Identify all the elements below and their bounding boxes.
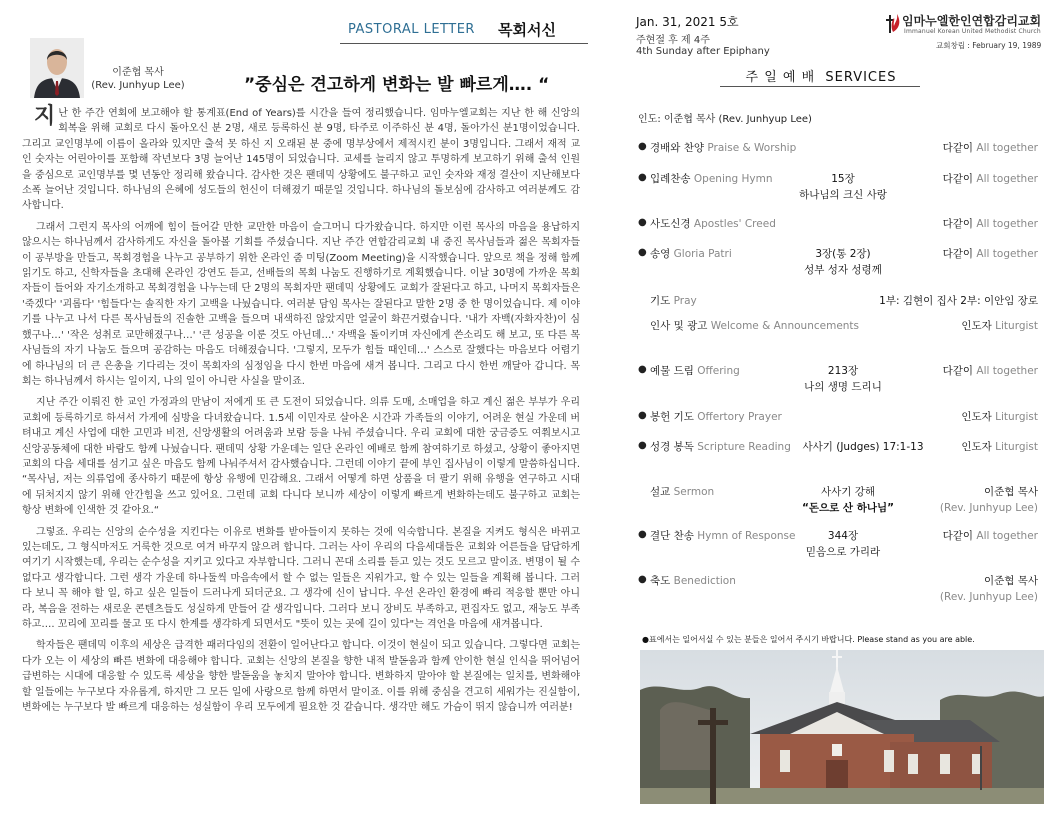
item-label-ko: 축도 xyxy=(650,575,671,587)
item-participant-en: All together xyxy=(976,365,1038,377)
item-label-ko: 사도신경 xyxy=(650,218,691,230)
item-participant: 다같이 xyxy=(942,218,974,230)
item-label-ko: 성경 봉독 xyxy=(650,441,694,453)
stand-notice: ●표에서는 일어서실 수 있는 분들은 일어서 주시기 바랍니다. Please stand as you are able. xyxy=(642,635,975,644)
stand-marker: ● xyxy=(638,529,647,540)
pastor-name: 이준협 목사 xyxy=(112,67,164,78)
item-participant-en: Liturgist xyxy=(995,441,1038,453)
item-detail: 344장 xyxy=(827,530,859,542)
item-detail: 사사기 (Judges) 17:1-13 xyxy=(802,441,924,453)
bulletin-page xyxy=(630,0,1056,816)
service-item-opening-hymn xyxy=(638,171,1038,201)
services-divider xyxy=(720,86,920,87)
item-participant-en: (Rev. Junhyup Lee) xyxy=(939,502,1038,514)
stand-marker: ● xyxy=(638,141,647,152)
stand-marker: ● xyxy=(638,574,647,585)
item-participant: 다같이 xyxy=(942,530,974,542)
item-participant: 다같이 xyxy=(942,365,974,377)
item-label-en: Pray xyxy=(673,295,697,307)
service-item-offering xyxy=(638,363,1038,393)
service-leader: 인도: 이준협 목사 (Rev. Junhyup Lee) xyxy=(638,114,812,125)
stand-marker: ● xyxy=(638,364,647,375)
item-label-en: Hymn of Response xyxy=(697,530,796,542)
item-participant-en: All together xyxy=(976,530,1038,542)
stand-marker: ● xyxy=(638,172,647,183)
item-participant: 1부: 김현이 집사 2부: 이안임 장로 xyxy=(879,295,1038,307)
item-detail: 15장 xyxy=(831,173,855,185)
item-detail: 213장 xyxy=(827,365,859,377)
item-detail-sub: 나의 생명 드리니 xyxy=(804,381,882,393)
pastor-name-en: (Rev. Junhyup Lee) xyxy=(91,80,185,91)
item-participant: 이준협 목사 xyxy=(983,575,1038,587)
item-label-en: Gloria Patri xyxy=(673,248,732,260)
services-title-en: SERVICES xyxy=(825,70,897,85)
church-building-photo xyxy=(640,650,1044,804)
item-participant-en: All together xyxy=(976,173,1038,185)
church-founded: 교회창립 : February 19, 1989 xyxy=(936,41,1042,50)
item-detail-sub: 하나님의 크신 사랑 xyxy=(799,189,887,201)
item-label-ko: 송영 xyxy=(650,248,671,260)
letter-paragraph: 지난 주간 이뤄진 한 교인 가정과의 만남이 저에게 또 큰 도전이 되었습니다. 의류 도매, 소매업을 하고 계신 젊은 부부가 우리 교회에 등록하기로 하셔서 가게에 심방을 다녀왔습니다. 1.5세 이민자로 살아온 시간과 가족들의 이야기, 어려운 현실 가운데 버텨내고 계신 사업에 대한 고민과 비전, 신앙생활의 어려움과 보람 등을 나눠 주셨습니다. 우리 교회에 대한 궁금증도 여쭤보시고 신앙공동체에 대한 바람도 함께 나눴습니다. 팬데믹 상황 가운데는 일단 온라인 예배로 함께 참여하기로 하셨고, 상황이 좋아지면 교회의 다음 세대를 섬기고 싶은 마음도 함께 나눠주셔서 감사했습니다. 그런데 이야기 끝에 부인 집사님이 이렇게 말씀하십니다. “목사님, 저는 의류업에 종사하기 때문에 항상 유행에 민감해요. 그래서 어떻게 하면 상품을 더 팔기 위해 유행을 연구하고 시대에 뒤처지지 않기 위해 안간힘을 쓰고 있어요. 그런데 교회 다니다 보니까 세상이 이렇게 빠르게 변화하는데도 불구하고 교회는 항상 변화에 인색한 것 같아요.“ xyxy=(22,397,580,517)
item-label-en: Welcome & Announcements xyxy=(710,320,860,332)
season-en: 4th Sunday after Epiphany xyxy=(636,46,770,57)
item-label-en: Sermon xyxy=(673,486,715,498)
pastor-name-block xyxy=(88,66,188,92)
service-item-gloria xyxy=(638,246,1038,276)
service-item-benediction xyxy=(638,573,1038,607)
item-participant: 인도자 xyxy=(961,441,992,453)
item-label-en: Scripture Reading xyxy=(697,441,791,453)
item-label-ko: 설교 xyxy=(650,486,671,498)
letter-paragraph: 그렇죠. 우리는 신앙의 순수성을 지킨다는 이유로 변화를 받아들이지 못하는 것에 익숙합니다. 본질을 지켜도 형식은 바뀌고 있는데도, 그 형식마저도 거룩한 것으로 여겨 바꾸지 않으려 합니다. 그러는 사이 우리의 다음세대들은 교회와 어른들을 답답하게 여기기 시작했는데, 우리는 순수성을 지키고 있다고 자부합니다. 그러니 꼰대 소리를 듣고 있는 것도 모르고 말이죠. 변명이 될 수 없다고 생각합니다. 그런 생각 가운데 하나둘씩 마음속에서 할 수 없는 일들은 지워가고, 할 수 있는 일들을 계획해 봅니다. 그러다 보니 꼭 해야 할 일, 하고 싶은 일들이 드러나게 되더군요. 그 생각에 신이 납니다. 우선 온라인 환경에 빠리 적응할 뿐만 아니라, 복음을 전하는 새로운 콘텐츠들도 성실하게 만들어 갈 생각입니다. 그러다 보니 장비도 부족하고, 편집자도 없고, 재능도 부족하고…. 꼬리에 꼬리를 물고 또 다시 한계를 생각하게 되면서도 "뜻이 있는 곳에 길이 있다"는 격언을 마음에 새겨봅니다. xyxy=(22,526,580,630)
item-label-en: Praise & Worship xyxy=(707,142,797,154)
letter-paragraph: 지난 한 주간 연회에 보고해야 할 통계표(End of Years)를 시간을 들여 정리했습니다. 임마누엘교회는 지난 한 해 신앙의 회복을 위해 교회로 다시 돌아오신 분 2명, 새로 등록하신 분 9명, 타주로 이주하신 분 4명, 돌아가신 분1명이었습니다. 그리고 교인명부에 이름이 올라와 있지만 출석 못 하신 지 오래된 분 중에 명부상에서 제적시킨 분이 3명입니다. 그래서 재적 교인 숫자는 어린아이를 포함해 작년보다 3명 늘어난 145명이 되었습니다. 교세를 늘리지 않고 투명하게 보고하기 위해 출석 인원을 중심으로 교인명부를 몇 년동안 정리해 왔습니다. 감사한 것은 팬데믹 상황에도 불구하고 교인 숫자와 재정 결산이 지난해보다 소폭 늘어난 것입니다. 하나님의 은혜에 성도들의 헌신이 더해졌기 때문일 것입니다. 하나님의 돌보심에 감사하고 여러분께도 감사합니다. xyxy=(22,104,580,212)
bulletin-date: Jan. 31, 2021 5호 xyxy=(636,15,739,29)
service-item-offertory-prayer xyxy=(638,409,1038,439)
service-item-announcements xyxy=(638,318,1038,348)
service-item-hymn-response xyxy=(638,528,1038,558)
service-item-praise xyxy=(638,140,1038,170)
pastor-photo xyxy=(30,38,84,98)
item-participant: 인도자 xyxy=(961,411,992,423)
letter-title: ”중심은 견고하게 변화는 발 빠르게…. “ xyxy=(244,75,550,95)
letter-paragraph: 학자들은 팬데믹 이후의 세상은 급격한 패러다임의 전환이 일어난다고 합니다. 이것이 현실이 되고 있습니다. 그렇다면 교회는 다가 오는 이 세상의 빠른 변화에 대응해야 합니다. 교회는 신앙의 본질을 향한 내적 발돋움과 함께 안이한 현실 인식을 뛰어넘어 급변하는 시대에 대응할 수 있도록 세상을 향한 발돋움을 놓치지 말아야 합니다. 변화하지 말아야 할 본질에는 일치를, 변화해야 할 일들에는 누구보다 자유롭게, 하지만 그 모든 일에 사랑으로 함께 하면서 말이죠. 이를 위해 중심을 견고히 세워가는 진실함이, 변화에는 누구보다 발 빠르게 대응하는 성실함이 우리 모두에게 필요한 것 같습니다. 생각만 해도 가슴이 뛰지 않습니까 여러분! xyxy=(22,640,580,714)
header-divider xyxy=(340,43,588,44)
item-label-ko: 예물 드림 xyxy=(650,365,694,377)
service-item-creed xyxy=(638,216,1038,246)
item-participant: 다같이 xyxy=(942,248,974,260)
item-participant: 인도자 xyxy=(961,320,992,332)
stand-marker: ● xyxy=(638,410,647,421)
item-participant: 다같이 xyxy=(942,173,974,185)
header-en: PASTORAL LETTER xyxy=(348,22,475,37)
item-participant-en: (Rev. Junhyup Lee) xyxy=(939,591,1038,603)
item-participant: 다같이 xyxy=(942,142,974,154)
item-label-ko: 기도 xyxy=(650,295,671,307)
item-detail-sub: 성부 성자 성령께 xyxy=(804,264,882,276)
stand-marker: ● xyxy=(638,440,647,451)
church-name: 임마누엘한인연합감리교회 xyxy=(902,14,1042,28)
item-detail: 사사기 강해 xyxy=(820,486,876,498)
item-label-en: Offering xyxy=(697,365,740,377)
item-label-ko: 입례찬송 xyxy=(650,173,691,185)
letter-paragraph: 그래서 그런지 목사의 어깨에 힘이 들어갈 만한 교만한 마음이 슬그머니 다가왔습니다. 하지만 이런 목사의 마음을 용납하지 않으시는 하나님께서 감사하게도 자신을 돌아볼 기회를 주셨습니다. 지난 주간 연합감리교회 내 중진 목사님들과 젊은 목회자들이 공부방을 만들고, 목회경험을 나누고 공부하기 위한 온라인 줌 미팅(Zoom Meeting)을 시작했습니다. 앞으로 책을 정해 함께 읽기도 하고, 신학자들을 초대해 온라인 강연도 듣고, 선배들의 목회 나눔도 진행하기로 계획했습니다. 이날 30명에 가까운 목회자들이 들어와 자기소개하고 목회경험을 나누는데 단 2명의 목회자만 팬데믹 상황에도 교회가 잘된다고 하고, 나머지 목회자들은 '죽겠다' '괴롭다' '힘들다'는 솔직한 자기 고백을 나눴습니다. 여러분 담임 목사는 잘된다고 말한 2명 중 한 명이었습니다. 제 이야기를 나누고 나서 다른 목사님들의 진솔한 고백을 들으며 내색하진 않았지만 얼굴이 화끈거렸습니다. '내가 자백(자화자찬)이 심했구나…' '작은 성취로 교만해졌구나…' '큰 성공을 이룬 것도 아닌데…' 자백을 돌이키며 자신에게 쓴소리도 해 보고, 또 다른 목사님들의 자기 나눔도 들으며 공감하는 마음도 더해졌습니다. '그렇지, 모두가 힘들 때인데…' 스스로 잘했다는 마음보다 어렵기에 하나님의 더 큰 은총을 기다리는 것이 목회자의 심정임을 다시 한번 마음에 새겨 봅니다. 그리고 다시 한번 깨달아 갑니다. 목회는 하나님께서 하시는 일이지, 나의 일이 아니란 사실을 말이죠. xyxy=(22,221,580,387)
item-participant: 이준협 목사 xyxy=(983,486,1038,498)
cross-flame-icon xyxy=(886,12,902,38)
item-label-en: Benediction xyxy=(673,575,736,587)
sermon-title: “돈으로 산 하나님” xyxy=(801,502,895,514)
item-participant-en: All together xyxy=(976,218,1038,230)
church-name-en: Immanuel Korean United Methodist Church xyxy=(904,28,1041,35)
item-label-en: Apostles' Creed xyxy=(693,218,776,230)
item-label-ko: 경배와 찬양 xyxy=(650,142,705,154)
item-participant-en: All together xyxy=(976,142,1038,154)
item-participant-en: All together xyxy=(976,248,1038,260)
item-label-ko: 결단 찬송 xyxy=(650,530,694,542)
item-detail-sub: 믿음으로 가리라 xyxy=(805,546,881,558)
header-ko: 목회서신 xyxy=(498,21,556,39)
stand-marker: ● xyxy=(638,217,647,228)
service-item-scripture xyxy=(638,439,1038,469)
item-label-en: Offertory Prayer xyxy=(697,411,782,423)
item-participant-en: Liturgist xyxy=(995,320,1038,332)
item-label-ko: 봉헌 기도 xyxy=(650,411,694,423)
season-ko: 주현절 후 제 4주 xyxy=(636,35,710,46)
services-title-ko: 주 일 예 배 xyxy=(745,70,816,85)
item-detail: 3장(통 2장) xyxy=(815,248,871,260)
item-label-en: Opening Hymn xyxy=(693,173,773,185)
stand-marker: ● xyxy=(638,247,647,258)
item-label-ko: 인사 및 광고 xyxy=(650,320,708,332)
letter-body xyxy=(22,106,580,721)
service-item-sermon xyxy=(638,484,1038,518)
services-title xyxy=(726,66,916,85)
item-participant-en: Liturgist xyxy=(995,411,1038,423)
